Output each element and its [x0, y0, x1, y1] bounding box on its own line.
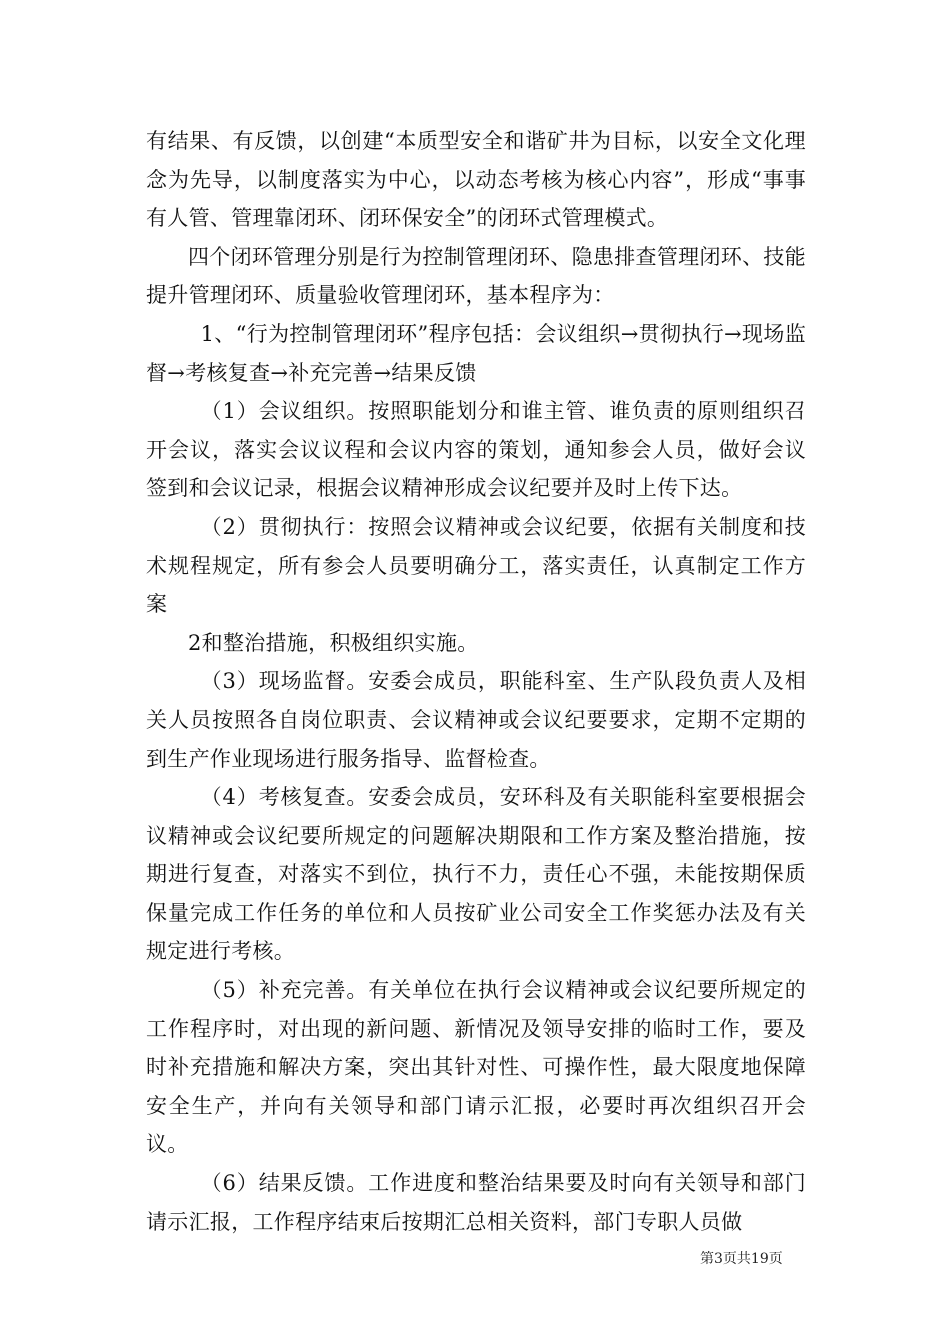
paragraph-step-onsite-supervision: （3）现场监督。安委会成员，职能科室、生产队段负责人及相关人员按照各自岗位职责、会议精神或会议纪要要求，定期不定期的到生产作业现场进行服务指导、监督检查。 — [146, 669, 806, 771]
paragraph-step-implementation: （2）贯彻执行：按照会议精神或会议纪要，依据有关制度和技术规程规定，所有参会人员要明确分工，落实责任，认真制定工作方案 — [146, 514, 806, 617]
document-body — [146, 122, 806, 1241]
paragraph-step-supplement: （5）补充完善。有关单位在执行会议精神或会议纪要所规定的工作程序时，对出现的新问题、新情况及领导安排的临时工作，要及时补充措施和解决方案，突出其针对性、可操作性，最大限度地保障安全生产，并向有关领导和部门请示汇报，必要时再次组织召开会议。 — [146, 978, 806, 1157]
page-number: 第3页共19页 — [700, 1251, 783, 1267]
paragraph-behavior-loop-heading: 1、“行为控制管理闭环”程序包括：会议组织→贯彻执行→现场监督→考核复查→补充完善→结果反馈 — [146, 321, 806, 385]
paragraph-implementation-continued: 2和整治措施，积极组织实施。 — [188, 630, 479, 655]
paragraph-step-result-feedback: （6）结果反馈。工作进度和整治结果要及时向有关领导和部门请示汇报，工作程序结束后按期汇总相关资料，部门专职人员做 — [146, 1171, 806, 1234]
paragraph-step-assessment-review: （4）考核复查。安委会成员，安环科及有关职能科室要根据会议精神或会议纪要所规定的问题解决期限和工作方案及整治措施，按期进行复查，对落实不到位，执行不力，责任心不强，未能按期保质保量完成工作任务的单位和人员按矿业公司安全工作奖惩办法及有关规定进行考核。 — [146, 785, 806, 964]
paragraph-step-meeting-organization: （1）会议组织。按照职能划分和谁主管、谁负责的原则组织召开会议，落实会议议程和会议内容的策划，通知参会人员，做好会议签到和会议记录，根据会议精神形成会议纪要并及时上传下达。 — [146, 399, 806, 501]
paragraph-intro-continuation: 有结果、有反馈，以创建“本质型安全和谐矿井为目标，以安全文化理念为先导，以制度落实为中心，以动态考核为核心内容”，形成“事事有人管、管理靠闭环、闭环保安全”的闭环式管理模式。 — [146, 129, 806, 231]
paragraph-four-loops: 四个闭环管理分别是行为控制管理闭环、隐患排查管理闭环、技能提升管理闭环、质量验收管理闭环，基本程序为： — [146, 244, 806, 308]
